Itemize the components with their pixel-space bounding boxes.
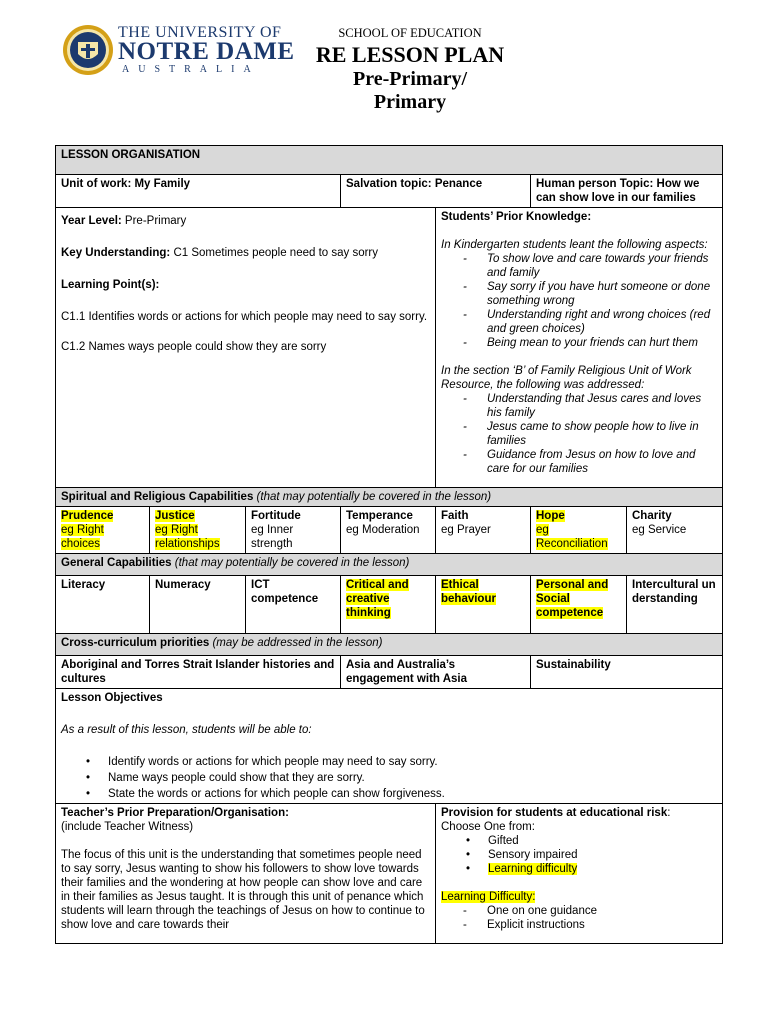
general-intercultural: Intercultural understanding (627, 576, 723, 634)
lesson-objectives-heading: Lesson Objectives (61, 692, 163, 704)
capability-temperance (341, 507, 436, 554)
page-header (0, 0, 768, 140)
salvation-topic: Salvation topic: Penance (341, 175, 531, 208)
list-item (466, 862, 717, 876)
document-title: RE LESSON PLAN (315, 42, 505, 67)
spiritual-heading-note: (that may potentially be covered in the lesson) (253, 491, 492, 503)
spiritual-heading-text: Spiritual and Religious Capabilities (61, 491, 254, 503)
university-line-3: AUSTRALIA (122, 64, 260, 75)
learning-difficulty-list (441, 904, 717, 932)
unit-of-work: Unit of work: My Family (56, 175, 341, 208)
capability-example: eg Moderation (346, 524, 420, 536)
provision-cell (436, 804, 723, 944)
university-seal-icon (62, 24, 114, 76)
provision-heading (441, 806, 717, 820)
capability-name: Temperance (346, 510, 413, 522)
list-item: - Jesus came to show people how to live in families (463, 420, 717, 448)
capability-name: Charity (632, 510, 672, 522)
cross-curriculum-heading (56, 634, 723, 656)
prior-knowledge-cell (436, 208, 723, 488)
priority-sustainability: Sustainability (531, 656, 723, 689)
provision-choose: Choose One from: (441, 821, 535, 833)
learning-difficulty-heading (441, 890, 717, 904)
lesson-organisation-heading: LESSON ORGANISATION (56, 146, 723, 175)
capability-example: eg Reconciliation (536, 524, 608, 550)
list-item: - To show love and care towards your friends and family (463, 252, 717, 280)
capability-name: Justice (155, 510, 195, 522)
teacher-prep-note: (include Teacher Witness) (61, 821, 194, 833)
provision-options (441, 834, 717, 876)
general-heading-text: General Capabilities (61, 557, 172, 569)
general-personal-social (531, 576, 627, 634)
capability-example: eg Prayer (441, 524, 491, 536)
general-ict: ICT competence (246, 576, 341, 634)
list-item: • Sensory impaired (466, 848, 717, 862)
capability-example: eg Service (632, 524, 687, 536)
capability-example: eg Right choices (61, 524, 104, 550)
school-name: SCHOOL OF EDUCATION (338, 26, 482, 40)
capability-example: eg Right relationships (155, 524, 220, 550)
general-ethical-behaviour (436, 576, 531, 634)
general-heading-note: (that may potentially be covered in the lesson) (171, 557, 410, 569)
capability-justice (150, 507, 246, 554)
list-item: • Gifted (466, 834, 717, 848)
year-level (61, 214, 430, 228)
list-item: - Guidance from Jesus on how to love and care for our families (463, 448, 717, 476)
teacher-prep-body: The focus of this unit is the understanding that sometimes people need to say sorry, Jesus wanting to show his followers to show love towards their families and the wondering at how people can show love and care in their families as Jesus taught. It is through this unit of penance which students will learn through the teachings of Jesus on how to continue to show love and care towards their (61, 849, 425, 931)
learning-point-1: C1.1 Identifies words or actions for which people may need to say sorry. (61, 311, 428, 323)
learning-point-2: C1.2 Names ways people could show they are sorry (61, 341, 327, 353)
year-level-value: Pre-Primary (121, 215, 187, 227)
lesson-objectives-list (61, 755, 717, 801)
prior-knowledge-intro-2: In the section ‘B’ of Family Religious Unit of Work Resource, the following was addressed: (441, 365, 692, 391)
lesson-objectives-cell (56, 689, 723, 804)
list-item: - One on one guidance (463, 904, 717, 918)
selected-option: Learning difficulty (488, 863, 578, 875)
capability-name: Critical and creative thinking (346, 579, 409, 619)
prior-knowledge-list-2 (441, 392, 717, 476)
provision-heading-colon: : (667, 807, 671, 819)
teacher-prep-heading: Teacher’s Prior Preparation/Organisation: (61, 807, 289, 819)
provision-heading-text: Provision for students at educational risk (441, 807, 668, 819)
general-numeracy: Numeracy (150, 576, 246, 634)
prior-knowledge-heading: Students’ Prior Knowledge: (441, 211, 592, 223)
capability-prudence (56, 507, 150, 554)
document-subtitle-1: Pre-Primary/ (352, 68, 467, 90)
year-level-label: Year Level: (61, 215, 122, 227)
list-item: - Understanding right and wrong choices (red and green choices) (463, 308, 717, 336)
teacher-prep-cell (56, 804, 436, 944)
key-understanding (61, 246, 430, 260)
prior-knowledge-intro-1: In Kindergarten students leant the following aspects: (441, 239, 708, 251)
capability-name: Fortitude (251, 510, 301, 522)
key-understanding-label: Key Understanding: (61, 247, 171, 259)
list-item: • Identify words or actions for which people may need to say sorry. (86, 755, 717, 769)
cross-curriculum-heading-note: (may be addressed in the lesson) (209, 637, 383, 649)
list-item: - Explicit instructions (463, 918, 717, 932)
priority-aboriginal: Aboriginal and Torres Strait Islander histories and cultures (56, 656, 341, 689)
general-critical-thinking (341, 576, 436, 634)
title-block (290, 26, 530, 114)
capability-name: Ethical behaviour (441, 579, 496, 605)
general-capabilities-heading (56, 554, 723, 576)
list-item: - Being mean to your friends can hurt them (463, 336, 717, 350)
capability-name: Prudence (61, 510, 114, 522)
lesson-details-cell (56, 208, 436, 488)
capability-name: Faith (441, 510, 469, 522)
prior-knowledge-list-1 (441, 252, 717, 350)
general-literacy: Literacy (56, 576, 150, 634)
list-item: - Understanding that Jesus cares and loves his family (463, 392, 717, 420)
list-item: - Say sorry if you have hurt someone or done something wrong (463, 280, 717, 308)
capability-hope (531, 507, 627, 554)
cross-curriculum-heading-text: Cross-curriculum priorities (61, 637, 210, 649)
capability-name: Personal and Social competence (536, 579, 609, 619)
lesson-objectives-intro: As a result of this lesson, students will be able to: (61, 724, 312, 736)
capability-charity (627, 507, 723, 554)
university-logo (62, 24, 295, 84)
lesson-plan-table (55, 145, 723, 944)
spiritual-capabilities-heading (56, 488, 723, 507)
key-understanding-value: C1 Sometimes people need to say sorry (170, 247, 379, 259)
list-item: • State the words or actions for which people can show forgiveness. (86, 787, 717, 801)
learning-difficulty-heading-text: Learning Difficulty: (441, 891, 536, 903)
capability-faith (436, 507, 531, 554)
list-item: • Name ways people could show that they are sorry. (86, 771, 717, 785)
learning-points-label: Learning Point(s): (61, 279, 160, 291)
priority-asia: Asia and Australia’s engagement with Asia (341, 656, 531, 689)
university-line-1: THE UNIVERSITY OF (118, 24, 282, 41)
capability-example: eg Inner strength (251, 524, 294, 550)
capability-fortitude (246, 507, 341, 554)
capability-name: Hope (536, 510, 565, 522)
document-subtitle-2: Primary (373, 91, 447, 113)
human-person-topic: Human person Topic: How we can show love in our families (531, 175, 723, 208)
university-line-2: NOTRE DAME (118, 38, 295, 65)
